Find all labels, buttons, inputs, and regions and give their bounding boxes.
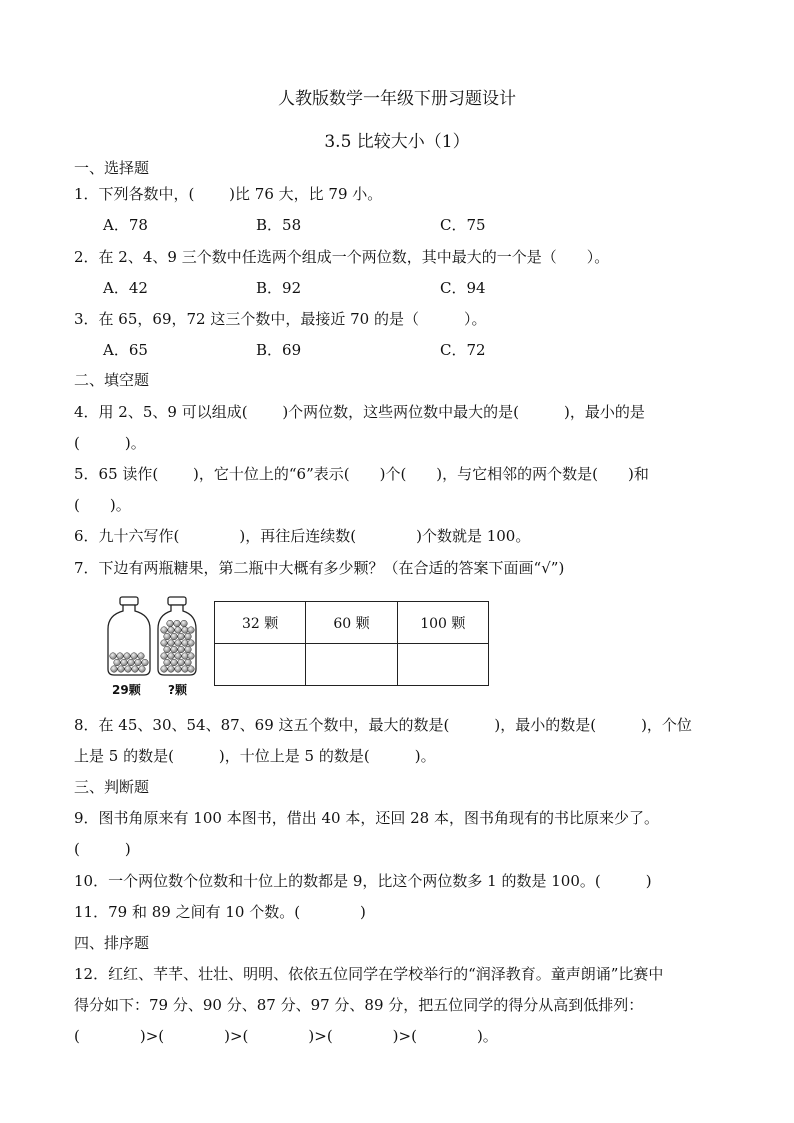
question-6: 6．九十六写作( )，再往后连续数( )个数就是 100。 bbox=[74, 527, 531, 545]
question-2: 2．在 2、4、9 三个数中任选两个组成一个两位数，其中最大的一个是（ ）。 bbox=[74, 248, 610, 266]
section-heading-fill: 二、填空题 bbox=[74, 371, 150, 389]
question-1: 1．下列各数中，( )比 76 大，比 79 小。 bbox=[74, 185, 383, 203]
question-9-line-1: 9．图书角原来有 100 本图书，借出 40 本，还回 28 本，图书角现有的书比原来少了。 bbox=[74, 809, 659, 827]
section-heading-judge: 三、判断题 bbox=[74, 778, 150, 796]
question-4-line-1: 4．用 2、5、9 可以组成( )个两位数，这些两位数中最大的是( )，最小的是 bbox=[74, 403, 645, 421]
question-5-line-2: ( )。 bbox=[74, 496, 131, 514]
answer-mark-cell-100[interactable] bbox=[397, 644, 488, 686]
q2-option-b: B．92 bbox=[256, 279, 302, 297]
question-12-line-1: 12．红红、芊芊、壮壮、明明、依依五位同学在学校举行的“润泽教育。童声朗诵”比赛中 bbox=[74, 965, 664, 983]
answer-mark-cell-60[interactable] bbox=[306, 644, 397, 686]
section-heading-choice: 一、选择题 bbox=[74, 159, 150, 177]
page-title: 人教版数学一年级下册习题设计 bbox=[278, 89, 516, 109]
candy-answer-table bbox=[214, 601, 489, 686]
question-4-line-2: ( )。 bbox=[74, 434, 146, 452]
answer-option-60: 60 颗 bbox=[306, 602, 397, 644]
question-3: 3．在 65，69，72 这三个数中，最接近 70 的是（ ）。 bbox=[74, 310, 487, 328]
q1-option-b: B．58 bbox=[256, 216, 302, 234]
q2-option-a: A．42 bbox=[103, 279, 148, 297]
candy-jars-icon bbox=[104, 595, 200, 681]
q2-option-c: C．94 bbox=[440, 279, 486, 297]
q3-option-a: A．65 bbox=[103, 341, 148, 359]
question-10: 10．一个两位数个位数和十位上的数都是 9，比这个两位数多 1 的数是 100。( ) bbox=[74, 872, 652, 890]
q1-option-c: C．75 bbox=[440, 216, 486, 234]
q1-option-a: A．78 bbox=[103, 216, 148, 234]
answer-option-100: 100 颗 bbox=[397, 602, 488, 644]
question-9-line-2: ( ) bbox=[74, 840, 131, 858]
question-8-line-1: 8．在 45、30、54、87、69 这五个数中，最大的数是( )，最小的数是( )，个位 bbox=[74, 716, 692, 734]
candy-jars-illustration bbox=[104, 595, 200, 697]
jar-2-label: ?颗 bbox=[168, 683, 187, 697]
question-11: 11．79 和 89 之间有 10 个数。( ) bbox=[74, 903, 366, 921]
question-5-line-1: 5．65 读作( )，它十位上的“6”表示( )个( )，与它相邻的两个数是( )和 bbox=[74, 465, 649, 483]
section-heading-sort: 四、排序题 bbox=[74, 934, 150, 952]
page-subtitle: 3.5 比较大小（1） bbox=[324, 132, 470, 152]
q3-option-c: C．72 bbox=[440, 341, 486, 359]
jar-1-label: 29颗 bbox=[112, 683, 141, 697]
question-12-line-2: 得分如下：79 分、90 分、87 分、97 分、89 分，把五位同学的得分从高到低排列： bbox=[74, 996, 644, 1014]
question-7: 7．下边有两瓶糖果，第二瓶中大概有多少颗？（在合适的答案下面画“√”) bbox=[74, 559, 565, 577]
q3-option-b: B．69 bbox=[256, 341, 302, 359]
question-12-line-3: ( )>( )>( )>( )>( )。 bbox=[74, 1027, 498, 1045]
answer-option-32: 32 颗 bbox=[215, 602, 306, 644]
answer-mark-cell-32[interactable] bbox=[215, 644, 306, 686]
question-8-line-2: 上是 5 的数是( )，十位上是 5 的数是( )。 bbox=[74, 747, 436, 765]
